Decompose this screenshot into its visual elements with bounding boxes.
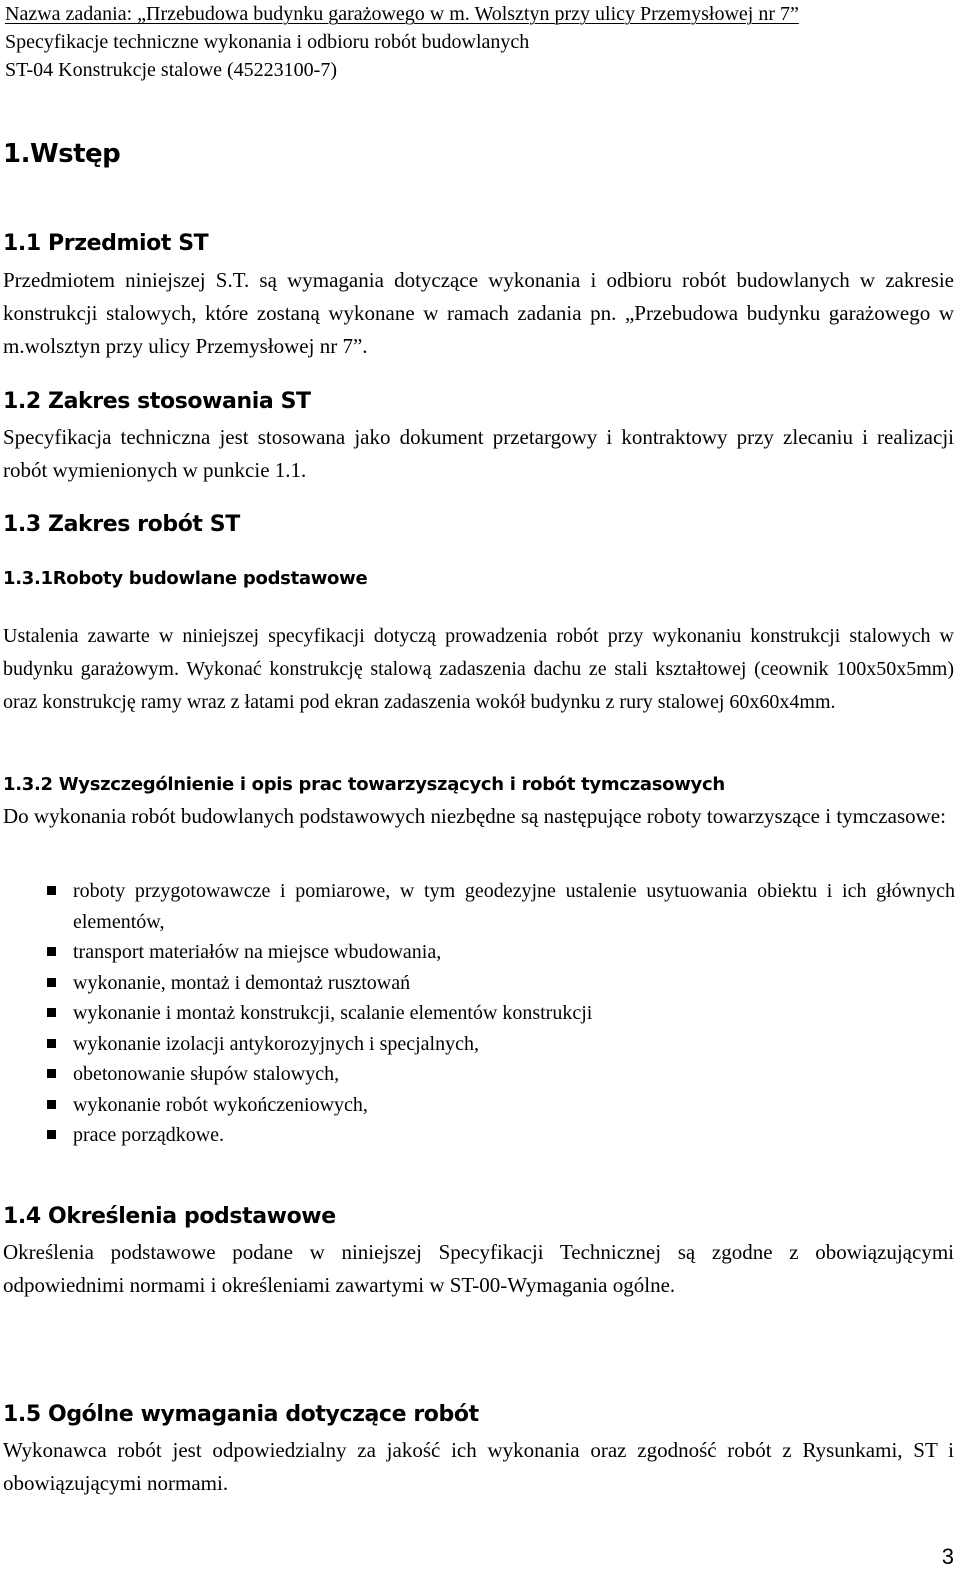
bullet-icon: [47, 886, 56, 895]
list-item: roboty przygotowawcze i pomiarowe, w tym geodezyjne ustalenie usytuowania obiektu i ich głównych elementów,: [0, 876, 955, 937]
section-1-3-title: 1.3 Zakres robót ST: [3, 512, 240, 537]
spec-title: Specyfikacje techniczne wykonania i odbioru robót budowlanych: [5, 31, 530, 53]
section-1-4-text: Określenia podstawowe podane w niniejszej Specyfikacji Technicznej są zgodne z obowiązującymi odpowiednimi normami i określeniami zawartymi w ST-00-Wymagania ogólne.: [3, 1240, 954, 1297]
bullet-icon: [47, 1100, 56, 1109]
section-1-5-text: Wykonawca robót jest odpowiedzialny za jakość ich wykonania oraz zgodność robót z Rysunkami, ST i obowiązującymi normami.: [3, 1438, 954, 1495]
section-1-4-title: 1.4 Określenia podstawowe: [3, 1204, 336, 1229]
section-1-1-link[interactable]: wolsztyn przy ulicy: [24, 334, 191, 358]
page-number: 3: [941, 1544, 954, 1569]
bullet-icon: [47, 1069, 56, 1078]
bullet-icon: [47, 1130, 56, 1139]
section-1-3-2-text: Do wykonania robót budowlanych podstawowych niezbędne są następujące roboty towarzyszące i tymczasowe:: [3, 804, 946, 828]
list-item: wykonanie robót wykończeniowych,: [0, 1090, 955, 1121]
bullet-icon: [47, 1008, 56, 1017]
section-1-1-text-main: Przedmiotem niniejszej S.T. są wymagania dotyczące wykonania i odbioru robót budowlanych w zakresie konstrukcji stalowych, które zostaną wykonane w ramach zadania pn. „Przebudowa budynku garażowego w m.: [3, 268, 954, 358]
task-name: Nazwa zadania: „Пrzebudowa budynku garażowego w m. Wolsztyn przy ulicy Przemysłowej nr 7”: [5, 3, 799, 25]
section-1-title: 1.Wstęp: [3, 139, 121, 169]
list-item: wykonanie, montaż i demontaż rusztowań: [0, 968, 955, 999]
document-header: [5, 0, 955, 84]
list-item: obetonowanie słupów stalowych,: [0, 1059, 955, 1090]
section-1-2-text: Specyfikacja techniczna jest stosowana jako dokument przetargowy i kontraktowy przy zlecaniu i realizacji robót wymienionych w punkcie 1.1.: [3, 425, 954, 482]
list-item: transport materiałów na miejsce wbudowania,: [0, 937, 955, 968]
list-item: prace porządkowe.: [0, 1120, 955, 1151]
bullet-icon: [47, 978, 56, 987]
section-1-3-2-title: 1.3.2 Wyszczególnienie i opis prac towarzyszących i robót tymczasowych: [3, 774, 725, 795]
section-1-3-1-title: 1.3.1Roboty budowlane podstawowe: [3, 568, 368, 589]
section-1-1-title: 1.1 Przedmiot ST: [3, 231, 209, 256]
spec-code: ST-04 Konstrukcje stalowe (45223100-7): [5, 59, 337, 81]
works-list: [0, 876, 955, 1151]
section-1-5-title: 1.5 Ogólne wymagania dotyczące robót: [3, 1402, 479, 1427]
list-item: wykonanie i montaż konstrukcji, scalanie elementów konstrukcji: [0, 998, 955, 1029]
bullet-icon: [47, 1039, 56, 1048]
list-item: wykonanie izolacji antykorozyjnych i specjalnych,: [0, 1029, 955, 1060]
section-1-2-title: 1.2 Zakres stosowania ST: [3, 389, 311, 414]
section-1-1-text-end: Przemysłowej nr 7”.: [190, 334, 368, 358]
bullet-icon: [47, 947, 56, 956]
section-1-1-text: [3, 264, 954, 363]
section-1-3-1-text: Ustalenia zawarte w niniejszej specyfikacji dotyczą prowadzenia robót przy wykonaniu konstrukcji stalowych w budynku garażowym. Wykonać konstrukcję stalową zadaszenia dachu ze stali kształtowej (ceownik 100x50x5mm) oraz konstrukcję ramy wraz z łatami pod ekran zadaszenia wokół budynku z rury stalowej 60x60x4mm.: [3, 625, 954, 713]
